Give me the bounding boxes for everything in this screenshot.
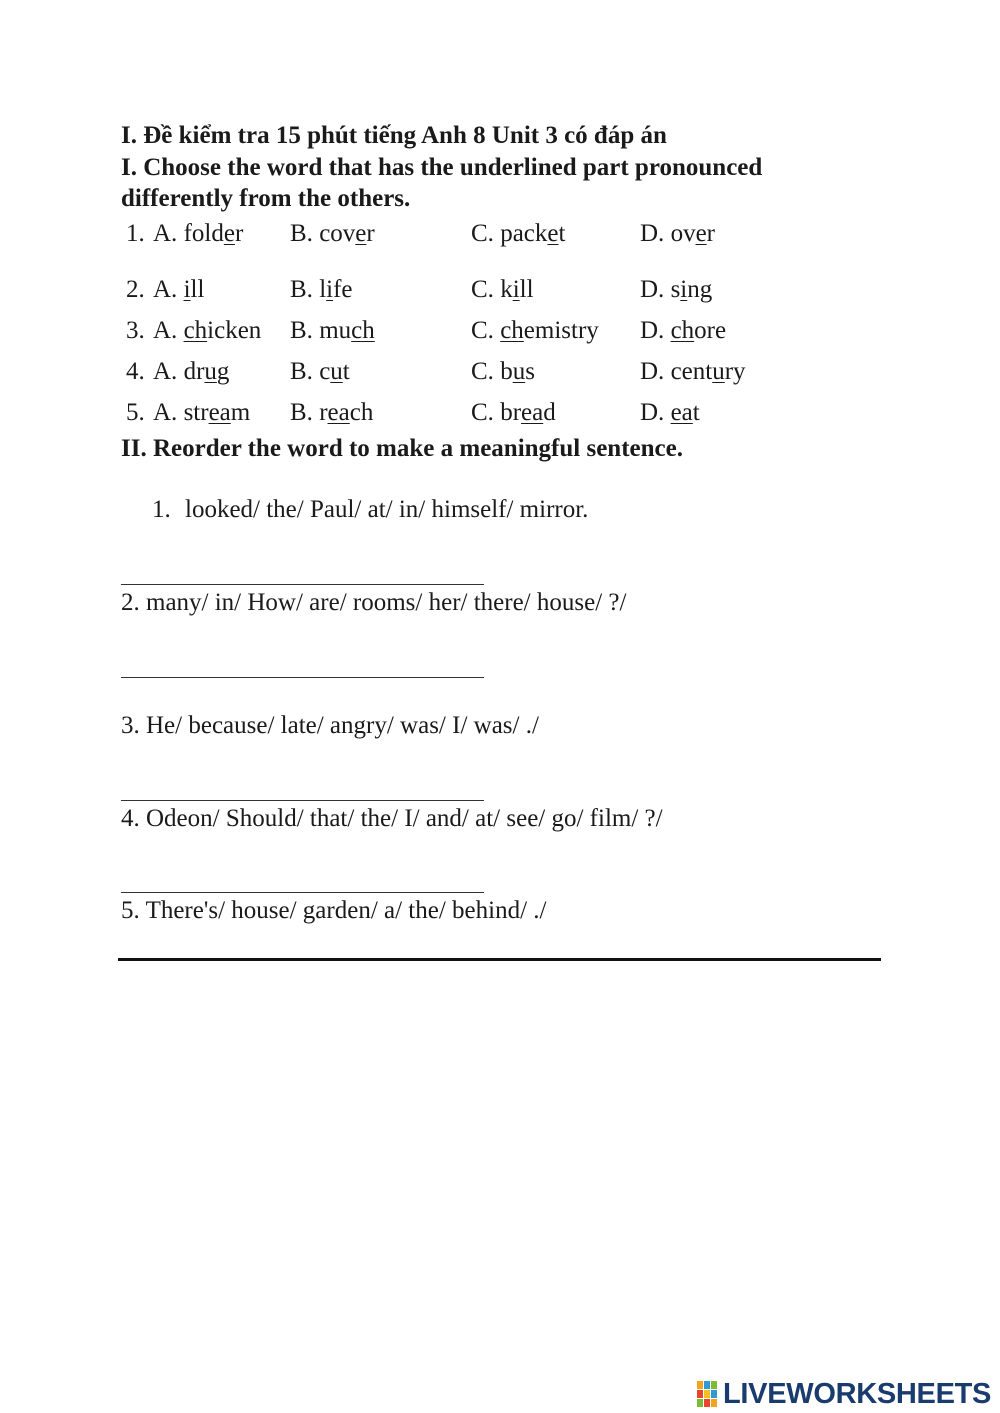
option-text-prefix: A. [153, 276, 184, 303]
underlined-letters: ch [500, 317, 524, 344]
option-text-pre: cov [319, 220, 356, 247]
reorder-item-text: Odeon/ Should/ that/ the/ I/ and/ at/ see/ go/ film/ ?/ [146, 805, 663, 832]
option-text-post: t [342, 358, 350, 385]
underlined-letters: e [695, 220, 707, 247]
liveworksheets-logo [697, 1378, 991, 1410]
section1-heading-line2: differently from the others. [121, 185, 411, 212]
reorder-item-number: 4. [121, 805, 140, 832]
question-row [0, 220, 1000, 252]
reorder-item-5 [121, 897, 546, 925]
underlined-letters: i [183, 276, 191, 303]
option-text-prefix: A. [153, 358, 184, 385]
option-text-post: t [558, 220, 566, 247]
option-text-post: icken [207, 317, 262, 344]
underlined-letters: u [512, 358, 526, 385]
option-text-prefix: B. [290, 358, 320, 385]
answer-blank-1[interactable] [121, 584, 484, 585]
option-text-prefix: D. [640, 358, 671, 385]
answer-option[interactable] [290, 399, 373, 427]
option-text-pre: cent [670, 358, 713, 385]
option-text-prefix: C. [471, 358, 501, 385]
reorder-item-number: 2. [121, 589, 140, 616]
answer-option[interactable] [471, 399, 556, 427]
option-text-prefix: C. [471, 317, 501, 344]
option-text-pre: mu [319, 317, 352, 344]
option-text-pre: br [500, 399, 522, 426]
underlined-letters: ch [670, 317, 695, 344]
option-text-post: m [230, 399, 251, 426]
underlined-letters: i [326, 276, 334, 303]
underlined-letters: e [355, 220, 367, 247]
answer-blank-3[interactable] [121, 800, 484, 801]
option-text-post: d [543, 399, 556, 426]
answer-option[interactable] [640, 276, 712, 304]
answer-option[interactable] [640, 220, 715, 248]
answer-option[interactable] [471, 317, 599, 345]
answer-option[interactable] [640, 317, 726, 345]
answer-blank-5[interactable] [118, 958, 881, 961]
option-text-pre: r [319, 399, 328, 426]
underlined-letters: ch [183, 317, 208, 344]
option-text-post: s [525, 358, 535, 385]
option-text-post: emistry [523, 317, 599, 344]
question-number: 3. [126, 317, 145, 344]
reorder-item-text: There's/ house/ garden/ a/ the/ behind/ ./ [145, 897, 547, 924]
option-text-pre: str [183, 399, 209, 426]
option-text-pre: l [319, 276, 327, 303]
option-text-post: ch [349, 399, 374, 426]
option-text-prefix: C. [471, 276, 501, 303]
answer-option[interactable] [471, 276, 534, 304]
option-text-prefix: B. [290, 317, 320, 344]
underlined-letters: e [547, 220, 559, 247]
answer-option[interactable] [153, 220, 243, 248]
answer-blank-4[interactable] [121, 892, 484, 893]
question-number: 2. [126, 276, 145, 303]
reorder-item-1 [152, 496, 588, 524]
section2-heading: II. Reorder the word to make a meaningful sentence. [121, 435, 683, 462]
option-text-pre: b [500, 358, 513, 385]
underlined-letters: i [512, 276, 520, 303]
answer-option[interactable] [471, 220, 565, 248]
option-text-post: ll [190, 276, 205, 303]
question-row [0, 399, 1000, 431]
option-text-prefix: A. [153, 317, 184, 344]
question-number: 4. [126, 358, 145, 385]
answer-blank-2[interactable] [121, 677, 484, 678]
answer-option[interactable] [640, 358, 746, 386]
answer-option[interactable] [153, 276, 204, 304]
option-text-post: r [366, 220, 375, 247]
underlined-letters: u [712, 358, 725, 385]
underlined-letters: i [680, 276, 688, 303]
liveworksheets-logo-icon [697, 1380, 719, 1408]
option-text-post: r [234, 220, 244, 247]
answer-option[interactable] [290, 220, 375, 248]
underlined-letters: ea [208, 399, 231, 426]
underlined-letters: ea [327, 399, 350, 426]
option-text-pre: s [670, 276, 681, 303]
liveworksheets-logo-text: LIVEWORKSHEETS [723, 1377, 992, 1410]
answer-option[interactable] [153, 399, 250, 427]
option-text-prefix: C. [471, 399, 501, 426]
option-text-prefix: D. [640, 317, 671, 344]
option-text-pre: k [500, 276, 513, 303]
option-text-prefix: C. [471, 220, 501, 247]
option-text-post: g [216, 358, 230, 385]
section1-heading-line1: I. Choose the word that has the underlined part pronounced [121, 154, 763, 181]
option-text-prefix: D. [640, 220, 671, 247]
reorder-item-2 [121, 589, 626, 617]
answer-option[interactable] [471, 358, 535, 386]
underlined-letters: e [223, 220, 235, 247]
option-text-prefix: D. [640, 276, 671, 303]
reorder-item-number: 3. [121, 712, 140, 739]
question-row [0, 358, 1000, 390]
reorder-item-4 [121, 805, 663, 833]
option-text-prefix: D. [640, 399, 671, 426]
worksheet-title: I. Đề kiểm tra 15 phút tiếng Anh 8 Unit 3 có đáp án [121, 122, 667, 149]
answer-option[interactable] [153, 358, 229, 386]
answer-option[interactable] [640, 399, 700, 427]
reorder-item-number: 5. [121, 897, 140, 924]
underlined-letters: ea [521, 399, 544, 426]
answer-option[interactable] [153, 317, 261, 345]
option-text-post: ore [694, 317, 727, 344]
question-number: 5. [126, 399, 145, 426]
question-row [0, 317, 1000, 349]
option-text-post: ry [724, 358, 746, 385]
reorder-item-text: many/ in/ How/ are/ rooms/ her/ there/ house/ ?/ [146, 589, 627, 616]
option-text-pre: fold [183, 220, 224, 247]
option-text-pre: c [319, 358, 331, 385]
underlined-letters: ch [351, 317, 375, 344]
option-text-prefix: A. [153, 220, 184, 247]
answer-option[interactable] [290, 317, 375, 345]
option-text-post: t [692, 399, 700, 426]
option-text-post: r [706, 220, 715, 247]
option-text-prefix: B. [290, 399, 320, 426]
reorder-item-text: looked/ the/ Paul/ at/ in/ himself/ mirror. [185, 496, 589, 523]
reorder-item-text: He/ because/ late/ angry/ was/ I/ was/ ./ [146, 712, 539, 739]
answer-option[interactable] [290, 276, 353, 304]
option-text-post: fe [333, 276, 353, 303]
option-text-prefix: A. [153, 399, 184, 426]
reorder-item-number: 1. [152, 496, 171, 523]
option-text-post: ll [519, 276, 534, 303]
answer-option[interactable] [290, 358, 350, 386]
option-text-pre: dr [183, 358, 205, 385]
question-row [0, 276, 1000, 308]
option-text-post: ng [687, 276, 713, 303]
question-number: 1. [126, 220, 145, 247]
reorder-item-3 [121, 712, 539, 740]
underlined-letters: u [330, 358, 343, 385]
underlined-letters: ea [670, 399, 693, 426]
option-text-prefix: B. [290, 276, 320, 303]
underlined-letters: u [204, 358, 217, 385]
option-text-prefix: B. [290, 220, 320, 247]
option-text-pre: ov [670, 220, 696, 247]
option-text-pre: pack [500, 220, 548, 247]
